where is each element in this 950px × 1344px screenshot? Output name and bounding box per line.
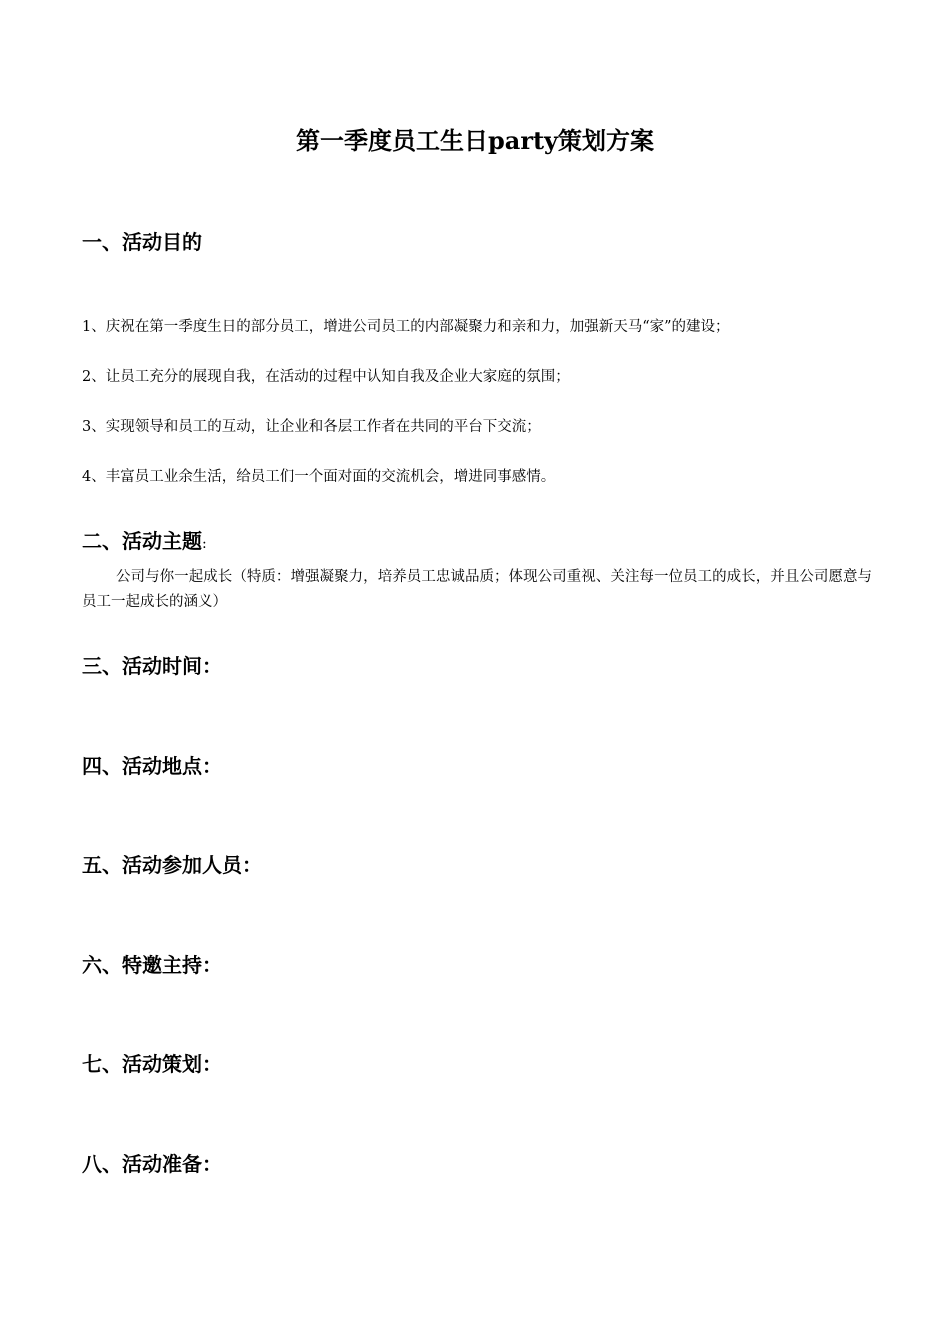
document-title: 第一季度员工生日party策划方案 <box>295 126 654 155</box>
section-heading-location: 四、活动地点： <box>82 754 222 778</box>
section-heading-time: 三、活动时间： <box>82 654 222 678</box>
section-heading-purpose: 一、活动目的 <box>82 230 202 254</box>
purpose-item-2: 2、让员工充分的展现自我，在活动的过程中认知自我及企业大家庭的氛围； <box>82 369 570 385</box>
section-heading-host: 六、特邀主持： <box>82 953 222 977</box>
theme-heading-text: 二、活动主题 <box>82 529 202 553</box>
section-heading-theme <box>82 527 207 558</box>
purpose-item-1: 1、庆祝在第一季度生日的部分员工，增进公司员工的内部凝聚力和亲和力，加强新天马“家”的建设； <box>82 319 730 335</box>
theme-description: 公司与你一起成长（特质：增强凝聚力，培养员工忠诚品质；体现公司重视、关注每一位员工的成长，并且公司愿意与员工一起成长的涵义） <box>82 569 872 610</box>
section-heading-planning: 七、活动策划： <box>82 1052 222 1076</box>
section-heading-participants: 五、活动参加人员： <box>82 853 262 877</box>
theme-heading-colon: : <box>202 536 207 552</box>
section-heading-preparation: 八、活动准备： <box>82 1152 222 1176</box>
purpose-item-3: 3、实现领导和员工的互动，让企业和各层工作者在共同的平台下交流； <box>82 419 541 435</box>
purpose-item-4: 4、丰富员工业余生活，给员工们一个面对面的交流机会，增进同事感情。 <box>82 469 556 485</box>
